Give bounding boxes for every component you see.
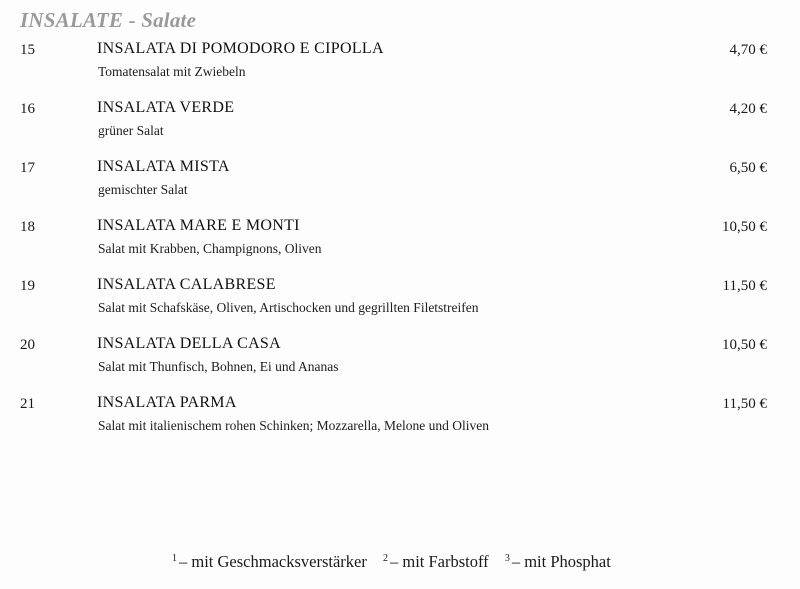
menu-item xyxy=(0,97,800,156)
item-name: INSALATA MISTA xyxy=(97,158,230,175)
footnote-mark: 1 xyxy=(172,553,177,564)
item-number: 16 xyxy=(20,101,35,117)
item-name: INSALATA DELLA CASA xyxy=(97,335,281,352)
item-description: Salat mit Krabben, Champignons, Oliven xyxy=(98,241,322,256)
menu-item xyxy=(0,215,800,274)
item-description: Tomatensalat mit Zwiebeln xyxy=(98,64,246,79)
item-name: INSALATA CALABRESE xyxy=(97,276,276,293)
item-number: 20 xyxy=(20,337,35,353)
item-description: gemischter Salat xyxy=(98,182,188,197)
item-name: INSALATA PARMA xyxy=(97,394,237,411)
footnote-colorant xyxy=(383,552,489,572)
item-number: 15 xyxy=(20,42,35,58)
footnotes xyxy=(172,552,623,572)
item-price: 6,50 € xyxy=(729,160,767,176)
item-price: 11,50 € xyxy=(722,396,767,412)
section-title: INSALATE - Salate xyxy=(20,8,197,32)
item-name: INSALATA MARE E MONTI xyxy=(97,217,300,234)
item-description: Salat mit Thunfisch, Bohnen, Ei und Ananas xyxy=(98,359,339,374)
item-description: grüner Salat xyxy=(98,123,164,138)
menu-item xyxy=(0,392,800,451)
item-price: 10,50 € xyxy=(722,219,767,235)
item-number: 19 xyxy=(20,278,35,294)
item-number: 17 xyxy=(20,160,35,176)
item-price: 11,50 € xyxy=(722,278,767,294)
menu-item xyxy=(0,156,800,215)
menu-item xyxy=(0,274,800,333)
item-number: 18 xyxy=(20,219,35,235)
footnote-phosphate xyxy=(505,552,611,572)
menu-item xyxy=(0,333,800,392)
footnote-text: – mit Geschmacksverstärker xyxy=(179,552,367,571)
menu-item xyxy=(0,38,800,97)
item-price: 10,50 € xyxy=(722,337,767,353)
footnote-mark: 2 xyxy=(382,553,388,564)
item-price: 4,20 € xyxy=(729,101,767,117)
menu-list xyxy=(0,38,800,451)
item-name: INSALATA VERDE xyxy=(97,99,235,116)
item-number: 21 xyxy=(20,396,35,412)
item-description: Salat mit Schafskäse, Oliven, Artischocken und gegrillten Filetstreifen xyxy=(98,300,479,315)
footnote-text: – mit Phosphat xyxy=(511,552,611,571)
footnote-flavor-enhancer xyxy=(172,552,367,572)
item-price: 4,70 € xyxy=(729,42,767,58)
footnote-text: – mit Farbstoff xyxy=(389,552,489,571)
item-name: INSALATA DI POMODORO E CIPOLLA xyxy=(97,40,384,57)
item-description: Salat mit italienischem rohen Schinken; Mozzarella, Melone und Oliven xyxy=(98,418,490,433)
footnote-mark: 3 xyxy=(504,553,510,564)
